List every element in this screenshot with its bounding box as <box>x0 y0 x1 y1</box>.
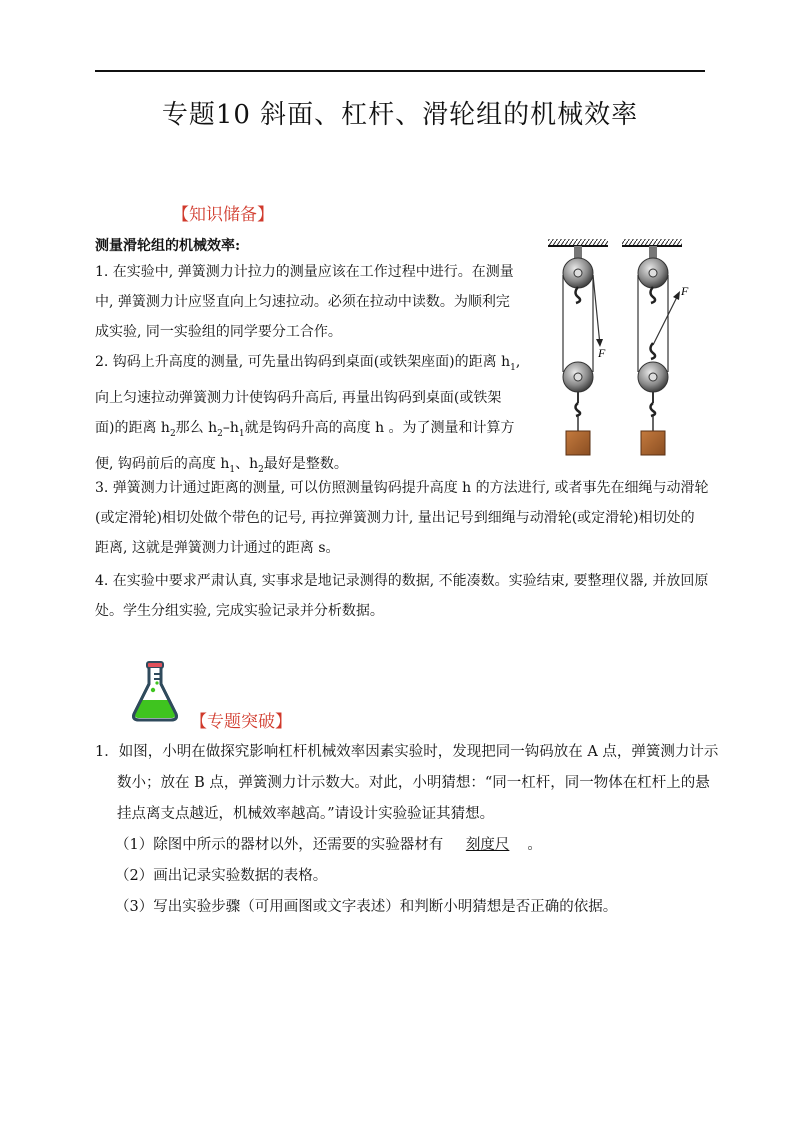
ceiling-left <box>548 239 608 246</box>
pulley-system-left <box>563 246 603 455</box>
p3-line: (或定滑轮)相切处做个带色的记号, 再拉弹簧测力计, 量出记号到细绳与动滑轮(或定滑轮)相切处的 <box>95 510 695 526</box>
p3-line: 3. 弹簧测力计通过距离的测量, 可以仿照测量钩码提升高度 h 的方法进行, 或者事先在细绳与动滑轮 <box>95 480 709 496</box>
page-title: 专题10 斜面、杠杆、滑轮组的机械效率 <box>161 100 639 130</box>
force-label-left: F <box>598 346 606 360</box>
paragraph-3 <box>95 473 715 563</box>
paragraph-4 <box>95 566 715 626</box>
answer-blank: 刻度尺 <box>465 837 510 853</box>
paragraph-2 <box>95 347 545 484</box>
top-rule <box>95 70 705 72</box>
subheading: 测量滑轮组的机械效率: <box>95 238 241 254</box>
p1-line: 成实验, 同一实验组的同学要分工合作。 <box>95 324 342 340</box>
force-label-right: F <box>681 284 689 298</box>
question-line: 挂点离支点越近，机械效率越高。”请设计实验验证其猜想。 <box>117 806 495 822</box>
breakthrough-header: 【专题突破】 <box>190 712 292 732</box>
p4-line: 4. 在实验中要求严肃认真, 实事求是地记录测得的数据, 不能凑数。实验结束, 要整理仪器, 并放回原 <box>95 573 709 589</box>
paragraph-1 <box>95 257 535 347</box>
pulley-figure <box>540 235 710 465</box>
flask-icon <box>130 660 180 724</box>
sub-question-3: （3）写出实验步骤（可用画图或文字表述）和判断小明猜想是否正确的依据。 <box>115 899 618 915</box>
p4-line: 处。学生分组实验, 完成实验记录并分析数据。 <box>95 603 384 619</box>
p2-line: 面)的距离 $h_2$那么 $h_2-h_1$就是钩码升高的高度 h 。为了测量和计算方 <box>95 419 515 439</box>
sub-question-2: （2）画出记录实验数据的表格。 <box>115 868 328 884</box>
p3-line: 距离, 这就是弹簧测力计通过的距离 s。 <box>95 540 340 556</box>
sub-question-1: （1）除图中所示的器材以外，还需要的实验器材有 刻度尺 。 <box>115 837 542 853</box>
p2-line: 便, 钩码前后的高度 $h_1$、$h_2$最好是整数。 <box>95 455 348 475</box>
question-line: 数小；放在 B 点，弹簧测力计示数大。对此，小明猜想：“同一杠杆，同一物体在杠杆上的悬 <box>117 775 710 791</box>
knowledge-header: 【知识储备】 <box>172 205 274 225</box>
ceiling-right <box>622 239 682 246</box>
p2-line: 向上匀速拉动弹簧测力计使钩码升高后, 再量出钩码到桌面(或铁架 <box>95 389 502 406</box>
p1-line: 中, 弹簧测力计应竖直向上匀速拉动。必须在拉动中读数。为顺利完 <box>95 294 510 310</box>
p1-line: 1. 在实验中, 弹簧测力计拉力的测量应该在工作过程中进行。在测量 <box>95 264 514 280</box>
question-1 <box>95 737 735 923</box>
question-line: 1．如图，小明在做探究影响杠杆机械效率因素实验时，发现把同一钩码放在 A 点，弹簧测力计示 <box>95 744 719 760</box>
p2-line: 2. 钩码上升高度的测量, 可先量出钩码到桌面(或铁架座面)的距离 $h_1$, <box>95 354 521 373</box>
pulley-system-right <box>638 246 680 455</box>
